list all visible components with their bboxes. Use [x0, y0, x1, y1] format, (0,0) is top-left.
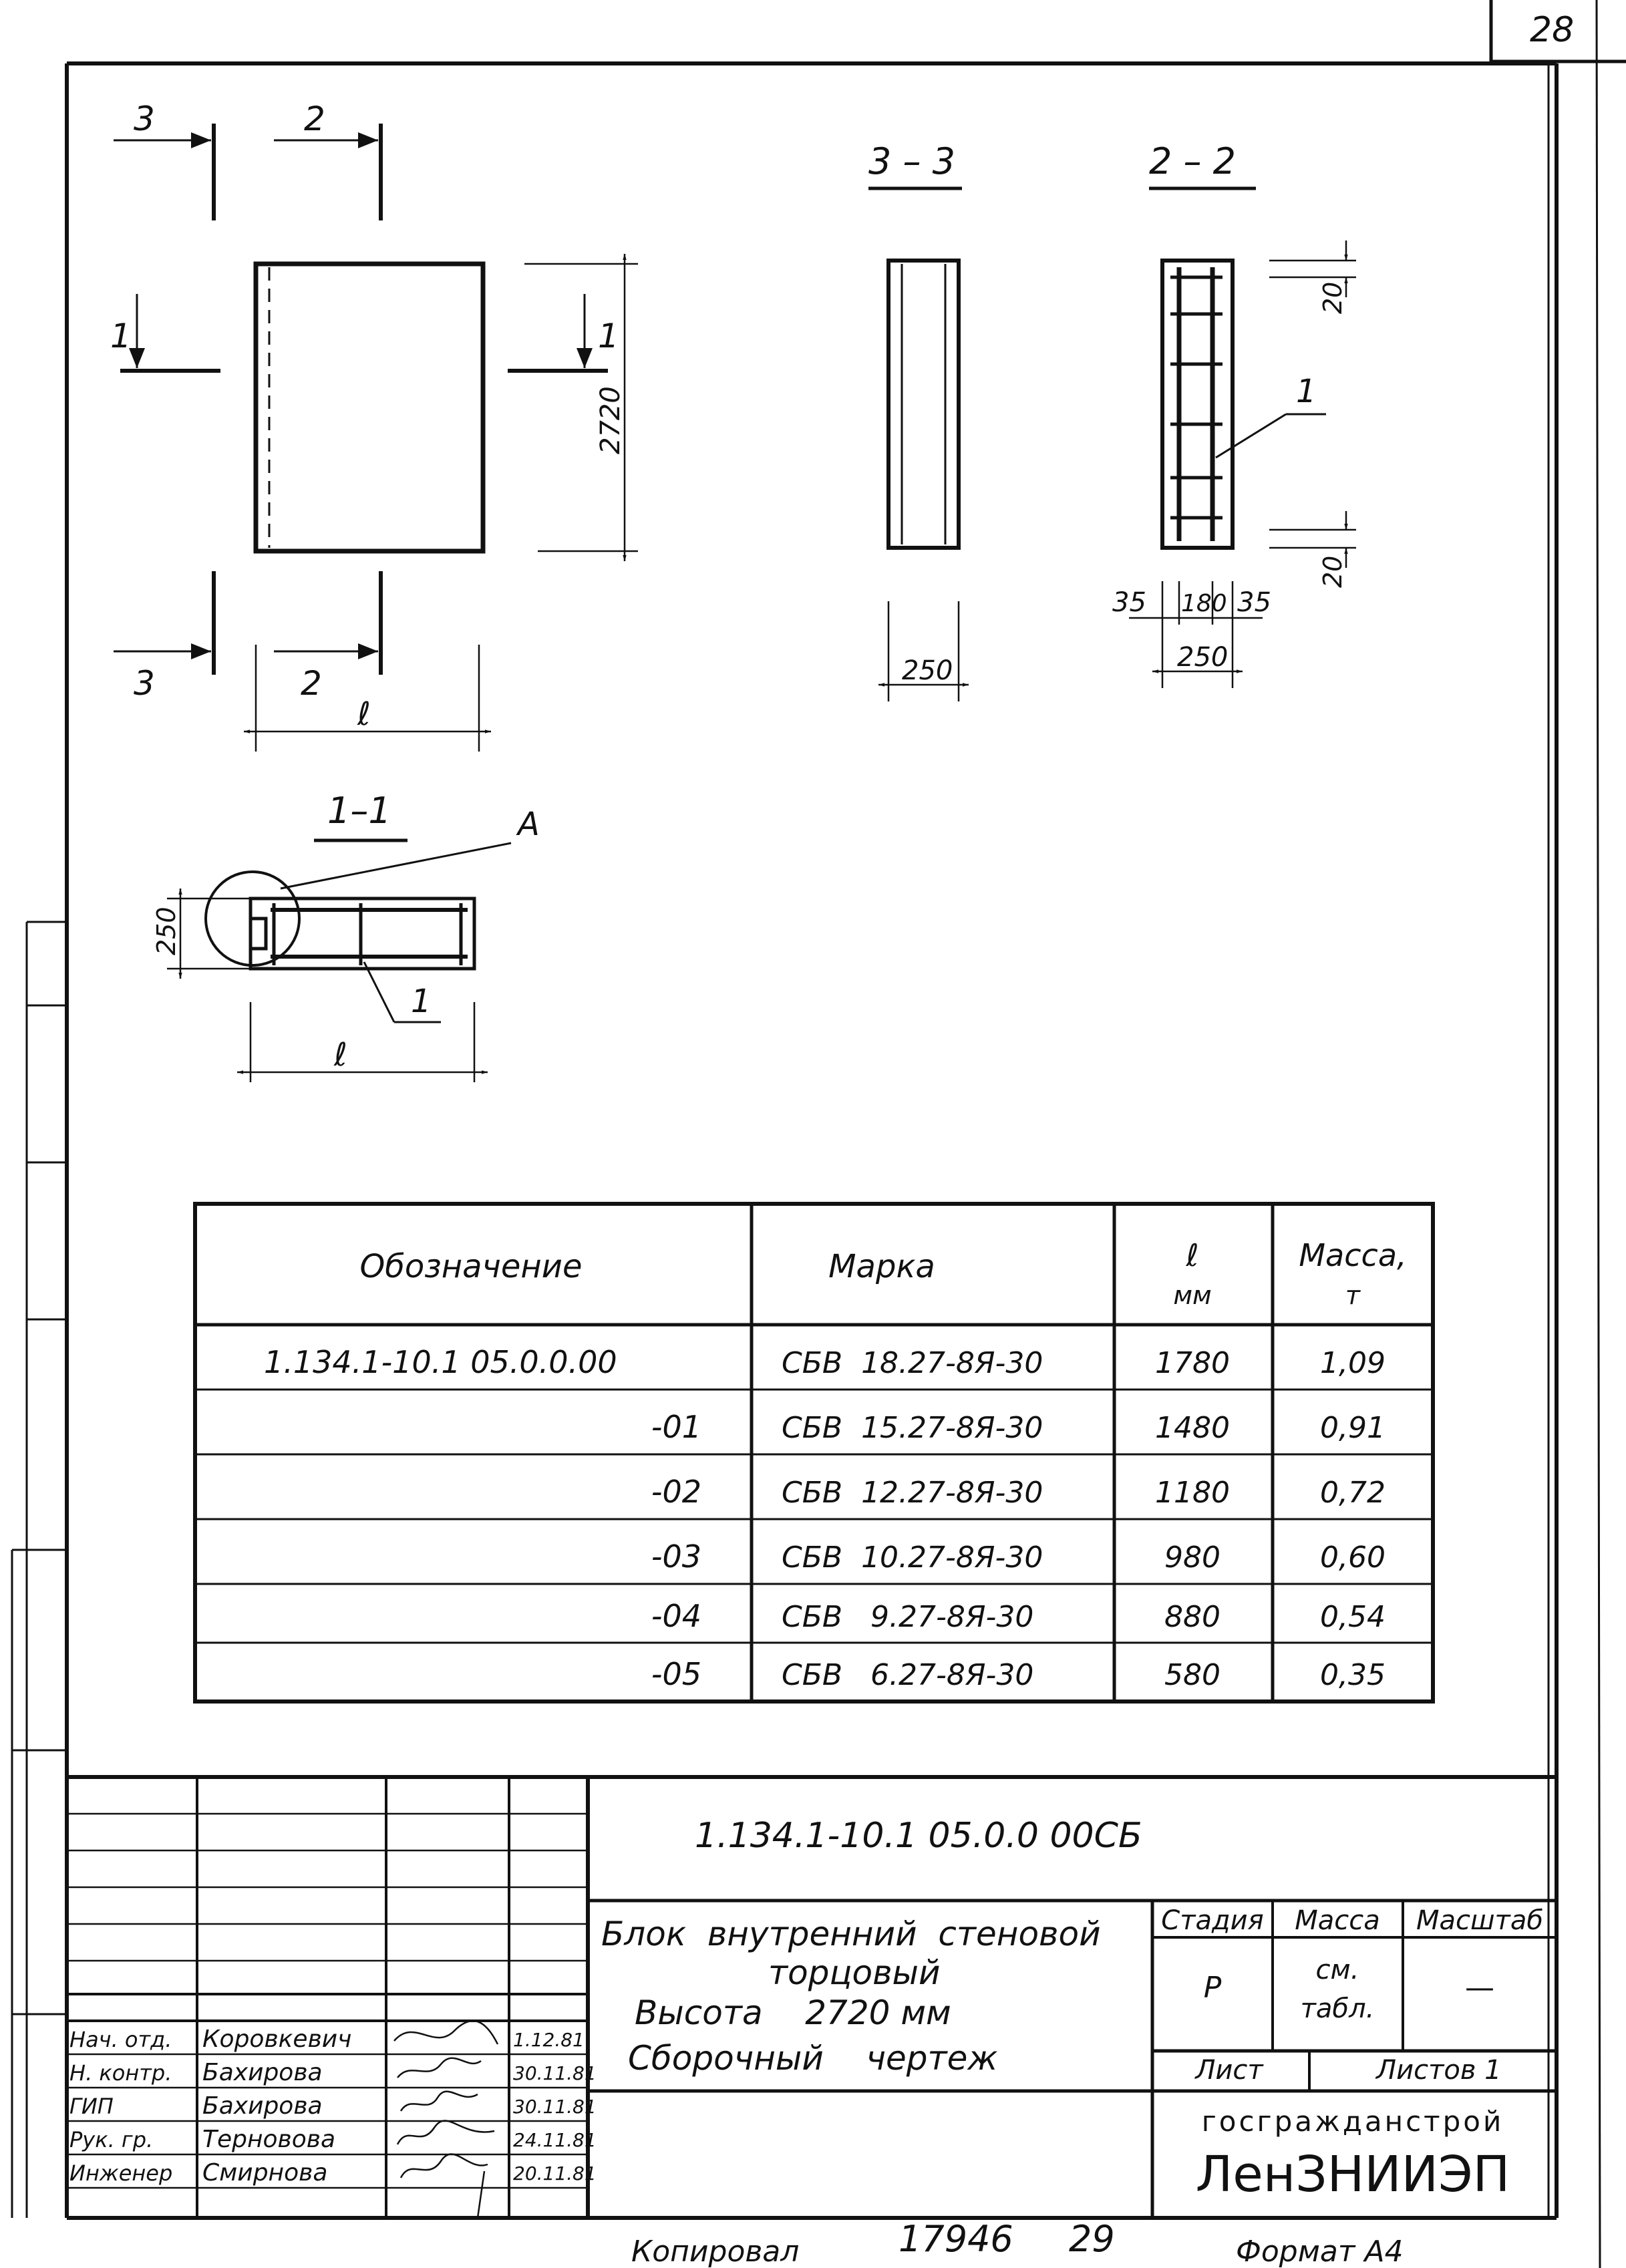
signature-mark [397, 2121, 494, 2144]
row-mark: СБВ 10.27-8Я-30 [782, 1541, 1043, 1575]
signature-name: Бахирова [202, 2092, 323, 2120]
section-2-2-title: 2 – 2 [1149, 140, 1237, 182]
row-mass: 0,72 [1320, 1476, 1386, 1510]
signature-role: ГИП [69, 2094, 114, 2119]
row-mass: 0,91 [1320, 1411, 1386, 1445]
signature-role: Н. контр. [69, 2060, 172, 2086]
format-label: Формат А4 [1236, 2235, 1404, 2268]
section-3-3-width: 250 [902, 655, 953, 686]
row-mark: СБВ 6.27-8Я-30 [782, 1658, 1034, 1692]
cut-2-top-label: 2 [304, 100, 325, 138]
sheet-number-box [1491, 0, 1626, 61]
stage-value: Р [1203, 1971, 1222, 2005]
sheets-label: Листов 1 [1376, 2055, 1502, 2086]
cut-2-bottom-label: 2 [301, 664, 322, 703]
header-mark: Марка [828, 1248, 935, 1285]
row-mass: 0,54 [1320, 1600, 1386, 1634]
stage-label: Стадия [1161, 1905, 1264, 1936]
footer [631, 2218, 1404, 2268]
signature-role: Рук. гр. [69, 2127, 154, 2152]
section-2-2 [1112, 140, 1356, 688]
row-designation: -05 [651, 1656, 701, 1692]
signature-name: Бахирова [202, 2059, 323, 2086]
copy-number: 17946 [899, 2218, 1013, 2260]
signature-name: Терновова [202, 2126, 336, 2153]
signature-row [69, 2092, 597, 2120]
cut-1-left-label: 1 [110, 317, 132, 355]
detail-a-label: A [518, 806, 540, 843]
table-row [651, 1598, 1386, 1634]
signature-mark [397, 2058, 481, 2078]
row-designation: -02 [651, 1474, 701, 1510]
signature-role: Инженер [69, 2160, 173, 2186]
header-length: ℓ [1186, 1237, 1199, 1273]
sheet-label: Лист [1195, 2055, 1263, 2086]
section-3-3 [868, 140, 969, 701]
signature-name: Коровкевич [202, 2026, 352, 2053]
signature-row [69, 2058, 597, 2086]
section-1-1-length: ℓ [334, 1036, 347, 1074]
cut-3-bottom-label: 3 [134, 664, 155, 703]
title-line-3: Высота 2720 мм [635, 1993, 951, 2032]
signature-date: 30.11.81 [513, 2062, 597, 2084]
document-code: 1.134.1-10.1 05.0.0 00СБ [695, 1816, 1142, 1856]
header-length-unit: мм [1173, 1281, 1212, 1310]
spec-table [195, 1204, 1433, 1702]
row-mark: СБВ 12.27-8Я-30 [782, 1476, 1043, 1510]
row-designation: -03 [651, 1538, 701, 1575]
signature-date: 24.11.81 [513, 2129, 597, 2151]
signature-row [69, 2154, 597, 2218]
org-line-1: госгражданстрой [1201, 2105, 1504, 2138]
header-mass-unit: т [1345, 1281, 1361, 1310]
scale-value: — [1465, 1971, 1494, 2005]
copied-label: Копировал [631, 2235, 800, 2268]
section-3-3-title: 3 – 3 [868, 140, 956, 182]
mass-label: Масса [1295, 1905, 1380, 1936]
row-length: 580 [1164, 1658, 1221, 1692]
front-view [110, 100, 638, 752]
table-row [264, 1344, 1386, 1380]
mass-value-2: табл. [1300, 1993, 1375, 2024]
row-mass: 0,60 [1320, 1541, 1386, 1575]
section-2-2-bottom-cover: 20 [1318, 555, 1347, 588]
row-mark: СБВ 15.27-8Я-30 [782, 1411, 1043, 1445]
copy-sheet: 29 [1069, 2218, 1115, 2260]
signature-mark [401, 2154, 488, 2218]
section-2-2-inner-width: 180 [1181, 590, 1227, 617]
sheet-number: 28 [1530, 10, 1575, 50]
title-line-1: Блок внутренний стеновой [601, 1915, 1101, 1953]
row-mark: СБВ 18.27-8Я-30 [782, 1346, 1043, 1380]
row-length: 1780 [1155, 1346, 1230, 1380]
table-row [651, 1474, 1386, 1510]
row-designation: 1.134.1-10.1 05.0.0.00 [264, 1344, 617, 1380]
row-length: 980 [1164, 1541, 1221, 1575]
section-1-1-height: 250 [152, 907, 181, 955]
cut-3-top-label: 3 [134, 100, 155, 138]
signature-date: 20.11.81 [513, 2162, 597, 2184]
header-mass: Масса, [1299, 1237, 1407, 1273]
section-2-2-left-cover: 35 [1112, 587, 1146, 618]
section-2-2-callout-1: 1 [1296, 373, 1317, 410]
section-2-2-right-cover: 35 [1237, 587, 1271, 618]
length-dimension: ℓ [357, 695, 371, 733]
org-line-2: ЛенЗНИИЭП [1195, 2146, 1510, 2203]
signature-mark [394, 2021, 498, 2044]
row-mass: 0,35 [1320, 1658, 1386, 1692]
table-row [651, 1409, 1386, 1445]
table-row [651, 1656, 1386, 1692]
signature-row [69, 2021, 585, 2053]
signature-role: Нач. отд. [69, 2027, 172, 2052]
signature-row [69, 2121, 597, 2153]
row-designation: -04 [651, 1598, 701, 1634]
section-2-2-width: 250 [1177, 642, 1229, 673]
section-1-1-title: 1–1 [327, 790, 391, 832]
row-length: 1180 [1155, 1476, 1230, 1510]
row-mass: 1,09 [1320, 1346, 1386, 1380]
signature-mark [401, 2092, 478, 2111]
header-designation: Обозначение [359, 1248, 583, 1285]
title-line-4: Сборочный чертеж [628, 2039, 998, 2078]
row-length: 880 [1164, 1600, 1221, 1634]
title-block [67, 1777, 1557, 2218]
title-line-2: торцовый [768, 1953, 941, 1992]
height-dimension: 2720 [595, 386, 626, 454]
signature-date: 1.12.81 [513, 2029, 585, 2051]
section-2-2-top-cover: 20 [1318, 281, 1347, 314]
mass-value-1: см. [1315, 1955, 1359, 1985]
signature-date: 30.11.81 [513, 2096, 597, 2118]
section-1-1 [152, 790, 540, 1082]
signature-name: Смирнова [202, 2159, 328, 2186]
section-1-1-callout-1: 1 [411, 983, 432, 1020]
scale-label: Масштаб [1416, 1905, 1544, 1936]
row-length: 1480 [1155, 1411, 1230, 1445]
row-mark: СБВ 9.27-8Я-30 [782, 1600, 1034, 1634]
row-designation: -01 [651, 1409, 701, 1445]
cut-1-right-label: 1 [598, 317, 619, 355]
table-row [651, 1538, 1386, 1575]
